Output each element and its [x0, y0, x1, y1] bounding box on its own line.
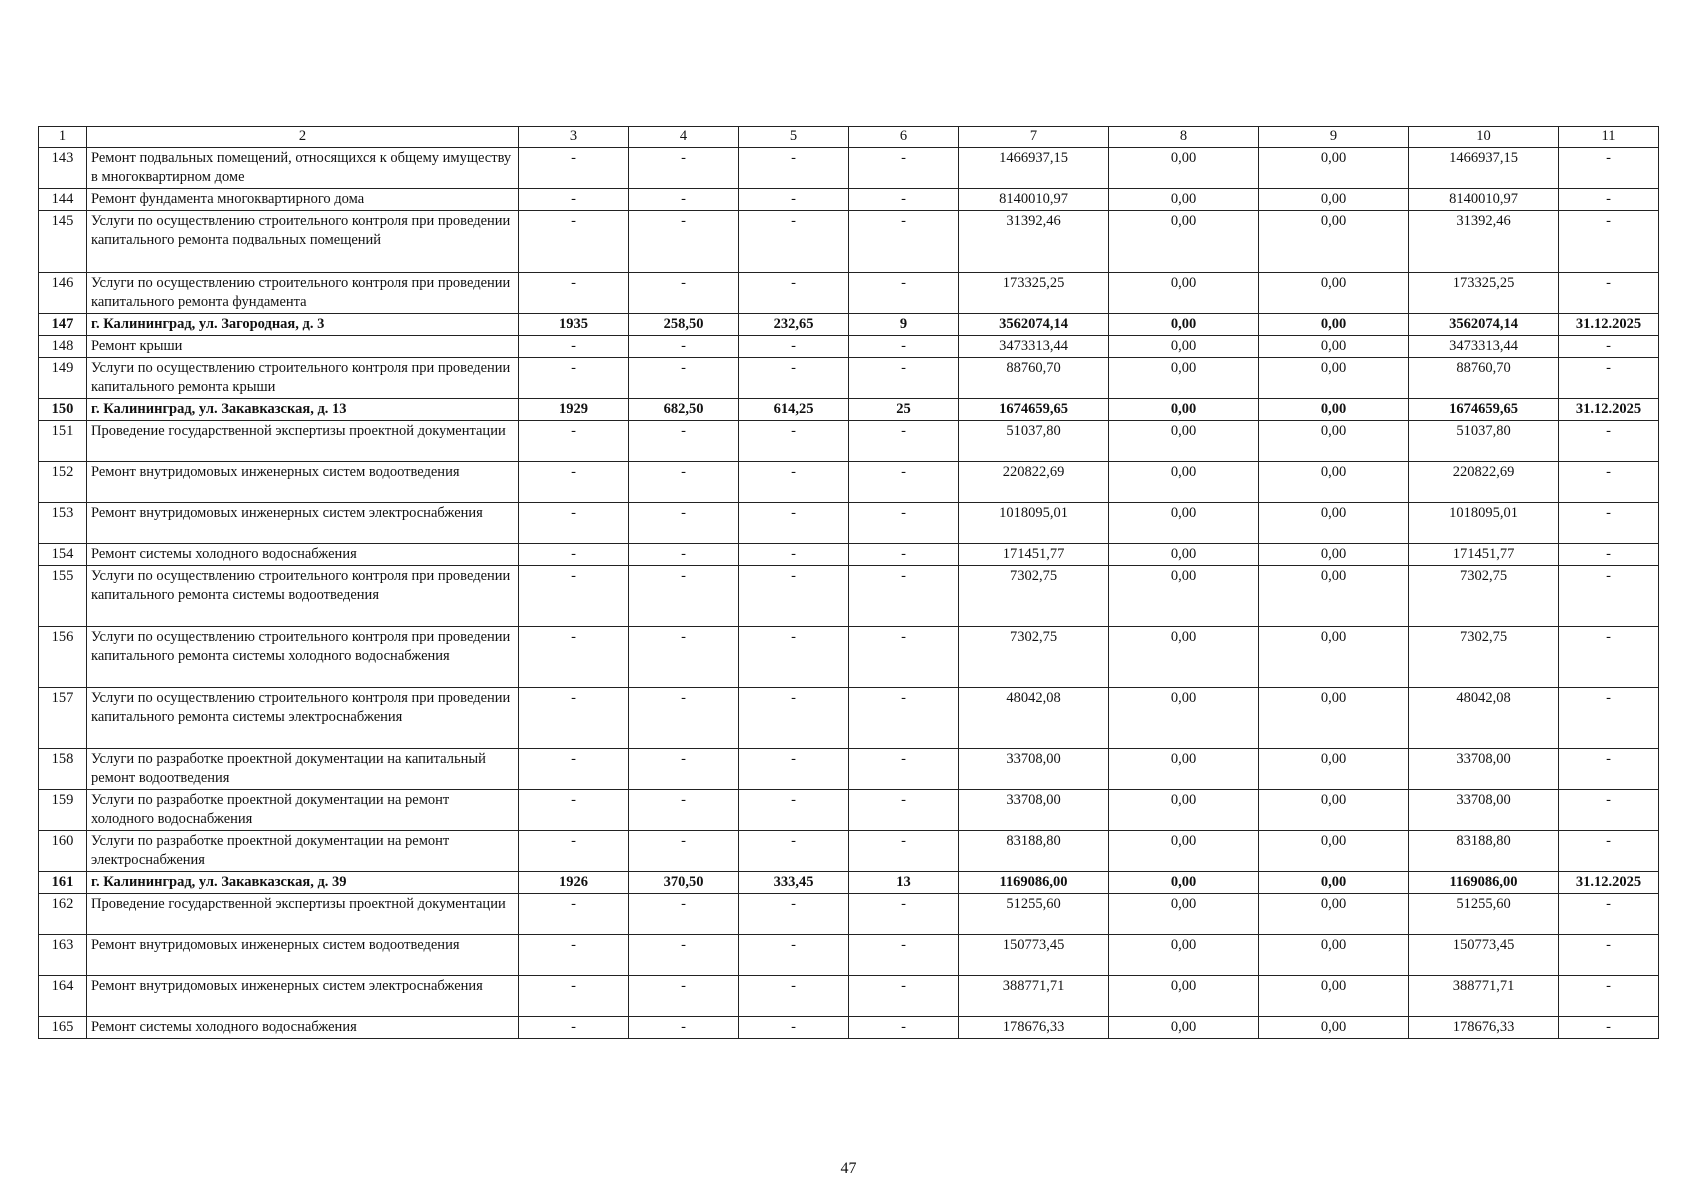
description-cell: Услуги по разработке проектной документации на ремонт холодного водоснабжения — [87, 790, 519, 831]
value-cell-c7: 220822,69 — [959, 462, 1109, 503]
value-cell-c3: - — [519, 273, 629, 314]
value-cell-c6: 9 — [849, 314, 959, 336]
value-cell-c3: - — [519, 336, 629, 358]
address-row — [39, 872, 1659, 894]
value-cell-c7: 1466937,15 — [959, 148, 1109, 189]
value-cell-c7: 88760,70 — [959, 358, 1109, 399]
value-cell-c11: - — [1559, 627, 1659, 688]
value-cell-c6: - — [849, 211, 959, 273]
value-cell-c3: - — [519, 749, 629, 790]
value-cell-c10: 48042,08 — [1409, 688, 1559, 749]
value-cell-c4: - — [629, 189, 739, 211]
value-cell-c4: - — [629, 935, 739, 976]
value-cell-c4: - — [629, 544, 739, 566]
value-cell-c9: 0,00 — [1259, 872, 1409, 894]
row-number-cell: 150 — [39, 399, 87, 421]
value-cell-c8: 0,00 — [1109, 399, 1259, 421]
value-cell-c5: - — [739, 148, 849, 189]
value-cell-c6: - — [849, 976, 959, 1017]
value-cell-c6: - — [849, 358, 959, 399]
value-cell-c10: 51037,80 — [1409, 421, 1559, 462]
value-cell-c9: 0,00 — [1259, 1017, 1409, 1039]
column-header: 11 — [1559, 127, 1659, 148]
value-cell-c9: 0,00 — [1259, 314, 1409, 336]
row-number-cell: 161 — [39, 872, 87, 894]
row-number-cell: 147 — [39, 314, 87, 336]
value-cell-c4: 682,50 — [629, 399, 739, 421]
description-cell: Услуги по осуществлению строительного контроля при проведении капитального ремонта крыши — [87, 358, 519, 399]
table-row — [39, 336, 1659, 358]
value-cell-c3: - — [519, 1017, 629, 1039]
value-cell-c9: 0,00 — [1259, 421, 1409, 462]
value-cell-c4: - — [629, 462, 739, 503]
repair-program-table — [38, 126, 1659, 1039]
description-cell: Проведение государственной экспертизы проектной документации — [87, 421, 519, 462]
value-cell-c10: 33708,00 — [1409, 749, 1559, 790]
value-cell-c5: - — [739, 273, 849, 314]
value-cell-c4: - — [629, 566, 739, 627]
value-cell-c8: 0,00 — [1109, 314, 1259, 336]
value-cell-c5: - — [739, 336, 849, 358]
row-number-cell: 162 — [39, 894, 87, 935]
table-row — [39, 421, 1659, 462]
row-number-cell: 148 — [39, 336, 87, 358]
value-cell-c4: - — [629, 790, 739, 831]
row-number-cell: 158 — [39, 749, 87, 790]
value-cell-c10: 31392,46 — [1409, 211, 1559, 273]
value-cell-c11: - — [1559, 749, 1659, 790]
value-cell-c8: 0,00 — [1109, 627, 1259, 688]
value-cell-c9: 0,00 — [1259, 358, 1409, 399]
value-cell-c11: - — [1559, 544, 1659, 566]
value-cell-c6: - — [849, 1017, 959, 1039]
value-cell-c11: 31.12.2025 — [1559, 872, 1659, 894]
value-cell-c3: - — [519, 627, 629, 688]
value-cell-c4: - — [629, 627, 739, 688]
value-cell-c11: - — [1559, 790, 1659, 831]
value-cell-c4: - — [629, 688, 739, 749]
column-header: 9 — [1259, 127, 1409, 148]
row-number-cell: 153 — [39, 503, 87, 544]
description-cell: Услуги по осуществлению строительного контроля при проведении капитального ремонта системы водоотведения — [87, 566, 519, 627]
description-cell: г. Калининград, ул. Закавказская, д. 39 — [87, 872, 519, 894]
value-cell-c4: - — [629, 421, 739, 462]
column-header: 8 — [1109, 127, 1259, 148]
value-cell-c7: 1018095,01 — [959, 503, 1109, 544]
value-cell-c11: 31.12.2025 — [1559, 399, 1659, 421]
value-cell-c4: 370,50 — [629, 872, 739, 894]
table-row — [39, 566, 1659, 627]
value-cell-c3: - — [519, 503, 629, 544]
value-cell-c5: - — [739, 688, 849, 749]
value-cell-c5: 333,45 — [739, 872, 849, 894]
value-cell-c9: 0,00 — [1259, 627, 1409, 688]
value-cell-c7: 3562074,14 — [959, 314, 1109, 336]
value-cell-c3: - — [519, 790, 629, 831]
value-cell-c4: - — [629, 976, 739, 1017]
value-cell-c3: - — [519, 421, 629, 462]
column-header: 10 — [1409, 127, 1559, 148]
description-cell: г. Калининград, ул. Закавказская, д. 13 — [87, 399, 519, 421]
value-cell-c9: 0,00 — [1259, 749, 1409, 790]
value-cell-c4: - — [629, 358, 739, 399]
table-row — [39, 688, 1659, 749]
table-row — [39, 935, 1659, 976]
value-cell-c6: - — [849, 421, 959, 462]
value-cell-c4: - — [629, 211, 739, 273]
value-cell-c3: - — [519, 935, 629, 976]
value-cell-c5: - — [739, 749, 849, 790]
description-cell: Услуги по осуществлению строительного контроля при проведении капитального ремонта системы холодного водоснабжения — [87, 627, 519, 688]
value-cell-c11: - — [1559, 189, 1659, 211]
value-cell-c5: 232,65 — [739, 314, 849, 336]
description-cell: Ремонт системы холодного водоснабжения — [87, 1017, 519, 1039]
value-cell-c5: - — [739, 544, 849, 566]
value-cell-c8: 0,00 — [1109, 976, 1259, 1017]
row-number-cell: 163 — [39, 935, 87, 976]
value-cell-c7: 48042,08 — [959, 688, 1109, 749]
value-cell-c9: 0,00 — [1259, 831, 1409, 872]
value-cell-c10: 1674659,65 — [1409, 399, 1559, 421]
value-cell-c5: - — [739, 790, 849, 831]
column-header: 6 — [849, 127, 959, 148]
value-cell-c6: - — [849, 148, 959, 189]
value-cell-c7: 33708,00 — [959, 790, 1109, 831]
description-cell: Ремонт подвальных помещений, относящихся к общему имуществу в многоквартирном доме — [87, 148, 519, 189]
value-cell-c4: - — [629, 749, 739, 790]
column-header: 4 — [629, 127, 739, 148]
value-cell-c5: - — [739, 935, 849, 976]
row-number-cell: 164 — [39, 976, 87, 1017]
table-row — [39, 189, 1659, 211]
value-cell-c9: 0,00 — [1259, 790, 1409, 831]
value-cell-c8: 0,00 — [1109, 503, 1259, 544]
row-number-cell: 152 — [39, 462, 87, 503]
value-cell-c10: 173325,25 — [1409, 273, 1559, 314]
value-cell-c8: 0,00 — [1109, 688, 1259, 749]
value-cell-c6: - — [849, 336, 959, 358]
value-cell-c7: 388771,71 — [959, 976, 1109, 1017]
value-cell-c8: 0,00 — [1109, 1017, 1259, 1039]
row-number-cell: 155 — [39, 566, 87, 627]
column-header: 3 — [519, 127, 629, 148]
value-cell-c3: - — [519, 688, 629, 749]
value-cell-c10: 51255,60 — [1409, 894, 1559, 935]
value-cell-c5: - — [739, 462, 849, 503]
value-cell-c8: 0,00 — [1109, 566, 1259, 627]
description-cell: г. Калининград, ул. Загородная, д. 3 — [87, 314, 519, 336]
value-cell-c10: 388771,71 — [1409, 976, 1559, 1017]
value-cell-c8: 0,00 — [1109, 935, 1259, 976]
value-cell-c4: - — [629, 503, 739, 544]
value-cell-c6: - — [849, 462, 959, 503]
value-cell-c3: - — [519, 831, 629, 872]
row-number-cell: 157 — [39, 688, 87, 749]
value-cell-c6: - — [849, 544, 959, 566]
value-cell-c3: - — [519, 544, 629, 566]
row-number-cell: 159 — [39, 790, 87, 831]
value-cell-c9: 0,00 — [1259, 211, 1409, 273]
value-cell-c8: 0,00 — [1109, 189, 1259, 211]
value-cell-c10: 178676,33 — [1409, 1017, 1559, 1039]
value-cell-c10: 3473313,44 — [1409, 336, 1559, 358]
value-cell-c11: - — [1559, 336, 1659, 358]
value-cell-c4: - — [629, 148, 739, 189]
value-cell-c6: 13 — [849, 872, 959, 894]
table-row — [39, 503, 1659, 544]
row-number-cell: 143 — [39, 148, 87, 189]
value-cell-c11: - — [1559, 688, 1659, 749]
value-cell-c11: - — [1559, 1017, 1659, 1039]
value-cell-c6: - — [849, 688, 959, 749]
value-cell-c10: 3562074,14 — [1409, 314, 1559, 336]
value-cell-c5: - — [739, 211, 849, 273]
description-cell: Ремонт фундамента многоквартирного дома — [87, 189, 519, 211]
table-row — [39, 894, 1659, 935]
value-cell-c11: - — [1559, 421, 1659, 462]
value-cell-c6: - — [849, 566, 959, 627]
value-cell-c7: 7302,75 — [959, 627, 1109, 688]
description-cell: Услуги по осуществлению строительного контроля при проведении капитального ремонта подвальных помещений — [87, 211, 519, 273]
value-cell-c6: 25 — [849, 399, 959, 421]
value-cell-c10: 8140010,97 — [1409, 189, 1559, 211]
value-cell-c8: 0,00 — [1109, 421, 1259, 462]
value-cell-c5: - — [739, 503, 849, 544]
value-cell-c8: 0,00 — [1109, 273, 1259, 314]
table-row — [39, 544, 1659, 566]
value-cell-c9: 0,00 — [1259, 566, 1409, 627]
value-cell-c7: 8140010,97 — [959, 189, 1109, 211]
value-cell-c10: 171451,77 — [1409, 544, 1559, 566]
value-cell-c10: 220822,69 — [1409, 462, 1559, 503]
value-cell-c3: - — [519, 976, 629, 1017]
value-cell-c10: 1169086,00 — [1409, 872, 1559, 894]
value-cell-c10: 7302,75 — [1409, 566, 1559, 627]
value-cell-c6: - — [849, 894, 959, 935]
value-cell-c8: 0,00 — [1109, 544, 1259, 566]
value-cell-c11: - — [1559, 976, 1659, 1017]
value-cell-c6: - — [849, 749, 959, 790]
table-row — [39, 358, 1659, 399]
value-cell-c9: 0,00 — [1259, 336, 1409, 358]
value-cell-c7: 1169086,00 — [959, 872, 1109, 894]
value-cell-c10: 1018095,01 — [1409, 503, 1559, 544]
value-cell-c7: 178676,33 — [959, 1017, 1109, 1039]
table-row — [39, 148, 1659, 189]
column-header: 5 — [739, 127, 849, 148]
value-cell-c10: 83188,80 — [1409, 831, 1559, 872]
value-cell-c6: - — [849, 831, 959, 872]
row-number-cell: 144 — [39, 189, 87, 211]
address-row — [39, 314, 1659, 336]
description-cell: Услуги по осуществлению строительного контроля при проведении капитального ремонта системы электроснабжения — [87, 688, 519, 749]
row-number-cell: 156 — [39, 627, 87, 688]
value-cell-c7: 3473313,44 — [959, 336, 1109, 358]
value-cell-c7: 150773,45 — [959, 935, 1109, 976]
value-cell-c5: - — [739, 627, 849, 688]
value-cell-c11: - — [1559, 935, 1659, 976]
value-cell-c5: - — [739, 894, 849, 935]
value-cell-c11: - — [1559, 273, 1659, 314]
value-cell-c9: 0,00 — [1259, 189, 1409, 211]
value-cell-c11: - — [1559, 148, 1659, 189]
value-cell-c3: - — [519, 358, 629, 399]
description-cell: Услуги по осуществлению строительного контроля при проведении капитального ремонта фундамента — [87, 273, 519, 314]
description-cell: Ремонт внутридомовых инженерных систем электроснабжения — [87, 976, 519, 1017]
value-cell-c4: 258,50 — [629, 314, 739, 336]
table-row — [39, 1017, 1659, 1039]
value-cell-c9: 0,00 — [1259, 148, 1409, 189]
value-cell-c3: - — [519, 566, 629, 627]
table-row — [39, 976, 1659, 1017]
value-cell-c11: - — [1559, 358, 1659, 399]
value-cell-c10: 150773,45 — [1409, 935, 1559, 976]
value-cell-c7: 33708,00 — [959, 749, 1109, 790]
column-header: 2 — [87, 127, 519, 148]
value-cell-c10: 33708,00 — [1409, 790, 1559, 831]
value-cell-c5: - — [739, 358, 849, 399]
value-cell-c4: - — [629, 336, 739, 358]
row-number-cell: 145 — [39, 211, 87, 273]
value-cell-c11: - — [1559, 462, 1659, 503]
value-cell-c9: 0,00 — [1259, 399, 1409, 421]
value-cell-c10: 88760,70 — [1409, 358, 1559, 399]
row-number-cell: 160 — [39, 831, 87, 872]
value-cell-c3: 1929 — [519, 399, 629, 421]
table-row — [39, 211, 1659, 273]
value-cell-c4: - — [629, 831, 739, 872]
value-cell-c9: 0,00 — [1259, 894, 1409, 935]
value-cell-c3: 1926 — [519, 872, 629, 894]
value-cell-c4: - — [629, 894, 739, 935]
column-number-header-row — [39, 127, 1659, 148]
value-cell-c8: 0,00 — [1109, 831, 1259, 872]
value-cell-c11: - — [1559, 211, 1659, 273]
value-cell-c7: 1674659,65 — [959, 399, 1109, 421]
value-cell-c7: 173325,25 — [959, 273, 1109, 314]
value-cell-c7: 51255,60 — [959, 894, 1109, 935]
row-number-cell: 165 — [39, 1017, 87, 1039]
value-cell-c9: 0,00 — [1259, 544, 1409, 566]
value-cell-c4: - — [629, 1017, 739, 1039]
description-cell: Ремонт внутридомовых инженерных систем водоотведения — [87, 462, 519, 503]
value-cell-c9: 0,00 — [1259, 273, 1409, 314]
value-cell-c5: - — [739, 189, 849, 211]
page-number: 47 — [840, 1160, 857, 1177]
value-cell-c9: 0,00 — [1259, 462, 1409, 503]
value-cell-c4: - — [629, 273, 739, 314]
value-cell-c9: 0,00 — [1259, 503, 1409, 544]
value-cell-c6: - — [849, 189, 959, 211]
description-cell: Ремонт крыши — [87, 336, 519, 358]
table-body — [39, 148, 1659, 1039]
value-cell-c10: 7302,75 — [1409, 627, 1559, 688]
value-cell-c5: - — [739, 566, 849, 627]
description-cell: Ремонт системы холодного водоснабжения — [87, 544, 519, 566]
value-cell-c11: - — [1559, 566, 1659, 627]
value-cell-c10: 1466937,15 — [1409, 148, 1559, 189]
column-header: 7 — [959, 127, 1109, 148]
value-cell-c3: - — [519, 189, 629, 211]
value-cell-c8: 0,00 — [1109, 894, 1259, 935]
row-number-cell: 149 — [39, 358, 87, 399]
value-cell-c7: 83188,80 — [959, 831, 1109, 872]
value-cell-c5: - — [739, 831, 849, 872]
value-cell-c11: - — [1559, 894, 1659, 935]
value-cell-c7: 31392,46 — [959, 211, 1109, 273]
address-row — [39, 399, 1659, 421]
value-cell-c7: 51037,80 — [959, 421, 1109, 462]
description-cell: Проведение государственной экспертизы проектной документации — [87, 894, 519, 935]
value-cell-c3: - — [519, 462, 629, 503]
value-cell-c6: - — [849, 627, 959, 688]
value-cell-c5: 614,25 — [739, 399, 849, 421]
value-cell-c7: 7302,75 — [959, 566, 1109, 627]
value-cell-c9: 0,00 — [1259, 935, 1409, 976]
value-cell-c8: 0,00 — [1109, 211, 1259, 273]
row-number-cell: 146 — [39, 273, 87, 314]
value-cell-c6: - — [849, 273, 959, 314]
value-cell-c8: 0,00 — [1109, 872, 1259, 894]
column-header: 1 — [39, 127, 87, 148]
table-row — [39, 749, 1659, 790]
value-cell-c3: - — [519, 148, 629, 189]
value-cell-c11: 31.12.2025 — [1559, 314, 1659, 336]
table-row — [39, 627, 1659, 688]
value-cell-c11: - — [1559, 503, 1659, 544]
value-cell-c8: 0,00 — [1109, 336, 1259, 358]
value-cell-c8: 0,00 — [1109, 790, 1259, 831]
value-cell-c6: - — [849, 935, 959, 976]
value-cell-c6: - — [849, 503, 959, 544]
table-row — [39, 462, 1659, 503]
value-cell-c5: - — [739, 421, 849, 462]
row-number-cell: 154 — [39, 544, 87, 566]
table-row — [39, 790, 1659, 831]
description-cell: Ремонт внутридомовых инженерных систем электроснабжения — [87, 503, 519, 544]
table-row — [39, 831, 1659, 872]
value-cell-c3: 1935 — [519, 314, 629, 336]
value-cell-c6: - — [849, 790, 959, 831]
value-cell-c3: - — [519, 211, 629, 273]
value-cell-c7: 171451,77 — [959, 544, 1109, 566]
row-number-cell: 151 — [39, 421, 87, 462]
value-cell-c5: - — [739, 976, 849, 1017]
value-cell-c3: - — [519, 894, 629, 935]
value-cell-c8: 0,00 — [1109, 358, 1259, 399]
description-cell: Ремонт внутридомовых инженерных систем водоотведения — [87, 935, 519, 976]
value-cell-c9: 0,00 — [1259, 976, 1409, 1017]
value-cell-c11: - — [1559, 831, 1659, 872]
table-row — [39, 273, 1659, 314]
value-cell-c8: 0,00 — [1109, 749, 1259, 790]
value-cell-c8: 0,00 — [1109, 462, 1259, 503]
value-cell-c5: - — [739, 1017, 849, 1039]
description-cell: Услуги по разработке проектной документации на ремонт электроснабжения — [87, 831, 519, 872]
value-cell-c9: 0,00 — [1259, 688, 1409, 749]
description-cell: Услуги по разработке проектной документации на капитальный ремонт водоотведения — [87, 749, 519, 790]
value-cell-c8: 0,00 — [1109, 148, 1259, 189]
